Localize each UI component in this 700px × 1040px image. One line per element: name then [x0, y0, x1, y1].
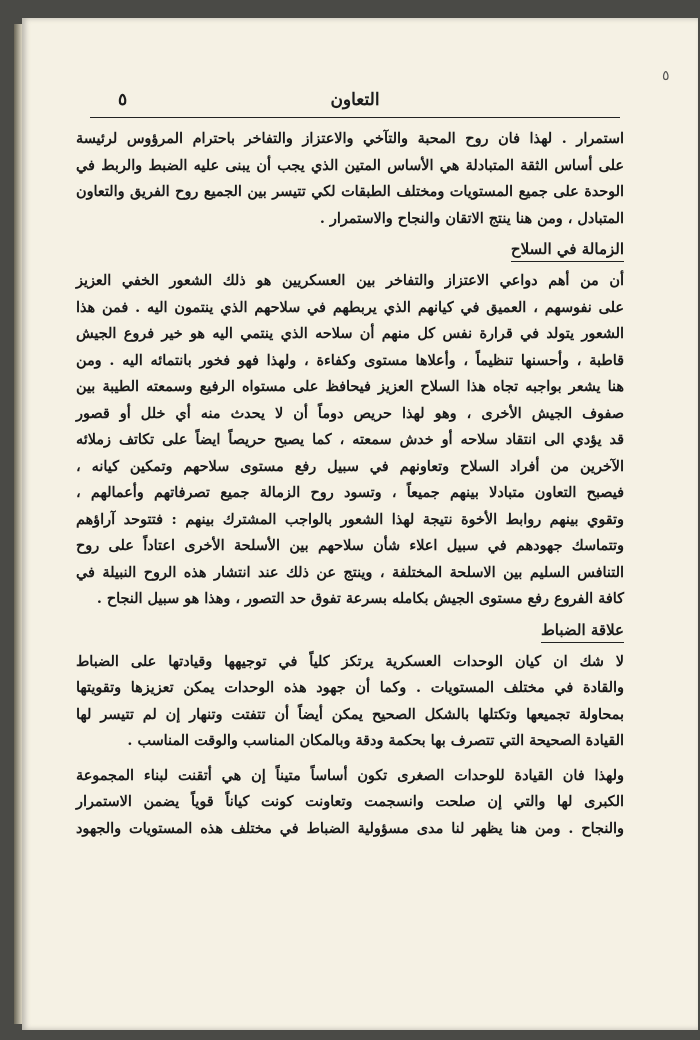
- section-heading: علاقة الضباط: [541, 621, 624, 643]
- header-rule: [90, 117, 620, 118]
- text-line: على نفوسهم ، العميق في كيانهم الذي يربطهم في سلاحهم الذي ينتمون اليه . فمن هذا: [76, 298, 624, 316]
- text-line: أن من أهم دواعي الاعتزاز والتفاخر بين العسكريين هو ذلك الشعور الخفي العزيز: [76, 272, 624, 289]
- paragraph: [76, 268, 624, 613]
- text-line: الوحدة على جميع المستويات ومختلف الطبقات لكي تتيسر بين الجميع روح الفريق والتعاون: [76, 183, 624, 200]
- text-line: استمرار . لهذا فان روح المحبة والتآخي والاعتزاز والتفاخر باحترام المرؤوس لرئيسة: [76, 130, 624, 147]
- text-line: على أساس الثقة المتبادلة هي الأساس المتين الذي يجب أن يبنى عليه الضبط والربط في: [76, 156, 624, 174]
- text-line: وتتماسك جهودهم في سبيل اعلاء شأن سلاحهم بين الأسلحة الأخرى اعتاداً على روح: [76, 537, 624, 554]
- text-line: وتقوي بينهم روابط الأخوة نتيجة لهذا الشعور بالواجب المشترك بينهم : فتتوحد آراؤهم: [76, 510, 624, 528]
- section-heading-block: [76, 613, 624, 649]
- paragraph-gap: [76, 755, 624, 763]
- paragraph: [76, 126, 624, 232]
- text-line: ولهذا فان القيادة للوحدات الصغرى تكون أساساً متيناً إن هي أتقنت لبناء المجموعة: [76, 766, 624, 784]
- paragraph: [76, 649, 624, 755]
- text-line: كافة الفروع رفع مستوى الجيش بكامله بسرعة تفوق حد التصور ، وهذا هو سبيل النجاح .: [96, 590, 624, 607]
- text-line: قد يؤدي الى انتقاد سلاحه أو خدش سمعته ، كما يصبح حريصاً ايضاً على تكاتف زملائه: [76, 431, 624, 448]
- section-heading-block: [76, 232, 624, 268]
- text-line: بمحاولة تجميعها وتكتلها بالشكل الصحيح يمكن أيضاً أن تتفتت وتنهار إن لم تتيسر لها: [76, 705, 624, 723]
- paragraph: [76, 763, 624, 843]
- text-line: والنجاح . ومن هنا يظهر لنا مدى مسؤولية الضباط في مختلف هذه المستويات والجهود: [76, 819, 624, 837]
- corner-mark: ٥: [662, 68, 670, 84]
- section-heading: الزمالة في السلاح: [511, 240, 624, 262]
- page-number: ٥: [118, 90, 128, 110]
- text-line: قاطبة ، وأحسنها تنظيماً ، وأعلاها مستوى وكفاءة ، ولهذا فهو فخور بانتمائه اليه . ومن: [76, 351, 624, 369]
- text-line: الكبرى لها والتي إن صلحت وانسجمت وتعاونت كونت كياناً قوياً يضمن الاستمرار: [76, 793, 624, 810]
- text-line: التنافس السليم بين الاسلحة المختلفة ، وينتج عن ذلك عند انتشار هذه الروح النبيلة في: [76, 563, 624, 581]
- text-line: فيصبح التعاون متبادلا بينهم جميعاً ، وتسود روح الزمالة جميع تصرفاتهم وأعمالهم ،: [76, 484, 624, 501]
- header-title: التعاون: [330, 90, 380, 110]
- text-line: والقادة في مختلف المستويات . وكما أن جهود هذه الوحدات يمكن تعزيزها وتقويتها: [76, 679, 624, 696]
- page-body: [76, 126, 624, 842]
- text-line: هنا يشعر بواجبه تجاه هذا السلاح العزيز فيحافظ على مستواه الرفيع وسمعته الطيبة بين: [76, 378, 624, 395]
- text-line: الشعور يتولد في قرارة نفس كل منهم أن سلاحه الذي ينتمي اليه هو خير فروع الجيش: [76, 325, 624, 342]
- text-line: صفوف الجيش الأخرى ، وهو لهذا حريص دوماً أن لا يحدث منه أي خلل أو قصور: [76, 404, 624, 422]
- page-edge: [14, 24, 22, 1024]
- text-line: لا شك ان كيان الوحدات العسكرية يرتكز كلياً في توجيهها وقيادتها على الضباط: [76, 652, 624, 670]
- text-line: القيادة الصحيحة التي تتصرف بها بحكمة ودقة وبالمكان المناسب والوقت المناسب .: [127, 732, 624, 749]
- text-line: المتبادل ، ومن هنا ينتج الاتقان والنجاح والاستمرار .: [319, 209, 624, 227]
- running-header: [90, 88, 620, 118]
- text-line: الآخرين من أفراد السلاح وتعاونهم في سبيل رفع مستوى سلاحهم وتمكين كيانه ،: [76, 457, 624, 475]
